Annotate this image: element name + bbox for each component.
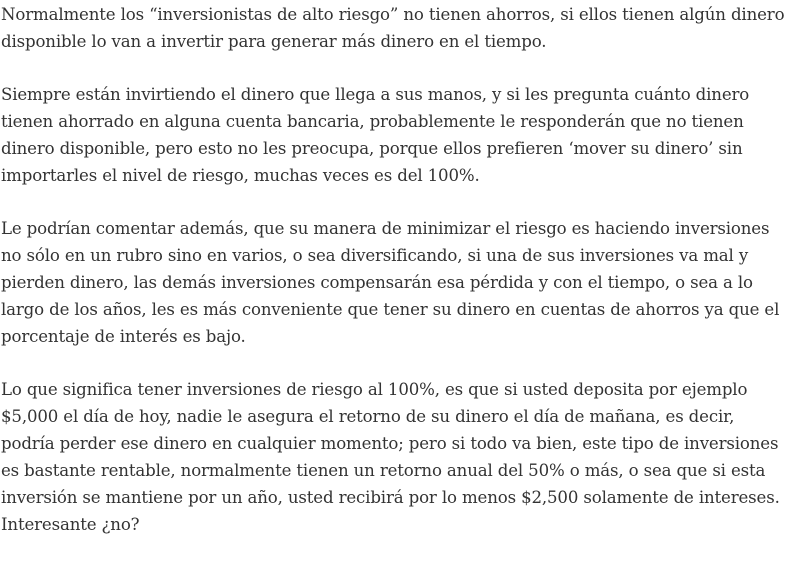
paragraph-2: Siempre están invirtiendo el dinero que llega a sus manos, y si les pregunta cuánto dinero tienen ahorrado en alguna cuenta bancaria, probablemente le responderán que no tienen dinero disponible, pero esto no les preocupa, porque ellos prefieren ‘mover su dinero’ sin importarles el nivel de riesgo, muchas veces es del 100%.	[1, 85, 750, 185]
paragraph-3: Le podrían comentar además, que su manera de minimizar el riesgo es haciendo inversiones no sólo en un rubro sino en varios, o sea diversificando, si una de sus inversiones va mal y pierden dinero, las demás inversiones compensarán esa pérdida y con el tiempo, o sea a lo largo de los años, les es más conveniente que tener su dinero en cuentas de ahorros ya que el porcentaje de interés es bajo.	[1, 219, 780, 346]
paragraph-4: Lo que significa tener inversiones de riesgo al 100%, es que si usted deposita por ejemplo $5,000 el día de hoy, nadie le asegura el retorno de su dinero el día de mañana, es decir, podría perder ese dinero en cualquier momento; pero si todo va bien, este tipo de inversiones es bastante rentable, normalmente tienen un retorno anual del 50% o más, o sea que si esta inversión se mantiene por un año, usted recibirá por lo menos $2,500 solamente de intereses. Interesante ¿no?	[1, 380, 780, 534]
paragraph-1: Normalmente los “inversionistas de alto riesgo” no tienen ahorros, si ellos tienen algún dinero disponible lo van a invertir para generar más dinero en el tiempo.	[1, 5, 785, 51]
